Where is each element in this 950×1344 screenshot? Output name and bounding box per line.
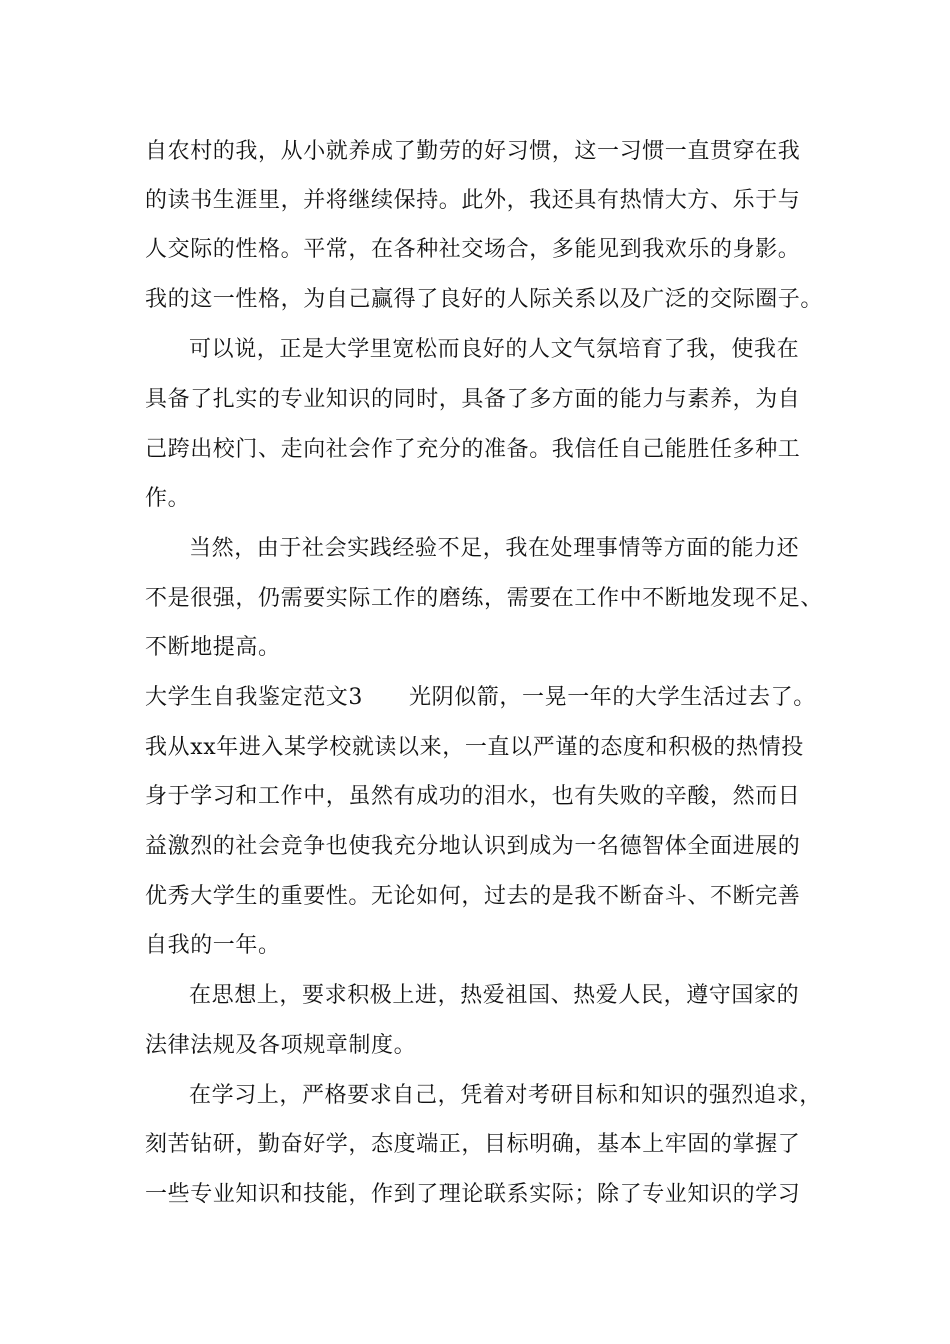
text-line: 自我的一年。 <box>145 933 281 958</box>
text-line: 己跨出校门、走向社会作了充分的准备。我信任自己能胜任多种工 <box>145 437 801 462</box>
text-line: 刻苦钻研，勤奋好学，态度端正，目标明确，基本上牢固的掌握了 <box>145 1132 801 1157</box>
text-line: 作。 <box>145 486 191 511</box>
text-line: 我的这一性格，为自己赢得了良好的人际关系以及广泛的交际圈子。 <box>145 287 824 312</box>
section-heading: 大学生自我鉴定范文3 <box>145 685 363 710</box>
text-line: 具备了扎实的专业知识的同时，具备了多方面的能力与素养，为自 <box>145 387 801 412</box>
text-line: 自农村的我，从小就养成了勤劳的好习惯，这一习惯一直贯穿在我 <box>145 139 801 164</box>
text-line: 不断地提高。 <box>145 635 281 660</box>
text-line: 人交际的性格。平常，在各种社交场合，多能见到我欢乐的身影。 <box>145 237 801 262</box>
text-line: 优秀大学生的重要性。无论如何，过去的是我不断奋斗、不断完善 <box>145 884 801 909</box>
text-line: 益激烈的社会竞争也使我充分地认识到成为一名德智体全面进展的 <box>145 834 801 859</box>
section-heading-line <box>145 683 845 713</box>
text-line: 在学习上，严格要求自己，凭着对考研目标和知识的强烈追求， <box>189 1083 822 1108</box>
text-line: 光阴似箭，一晃一年的大学生活过去了。 <box>409 685 816 710</box>
text-line: 不是很强，仍需要实际工作的磨练，需要在工作中不断地发现不足、 <box>145 586 824 611</box>
text-line: 一些专业知识和技能，作到了理论联系实际；除了专业知识的学习 <box>145 1182 801 1207</box>
text-line: 我从xx年进入某学校就读以来，一直以严谨的态度和积极的热情投 <box>145 735 804 760</box>
text-line: 法律法规及各项规章制度。 <box>145 1033 417 1058</box>
text-line: 当然，由于社会实践经验不足，我在处理事情等方面的能力还 <box>189 536 800 561</box>
text-line: 身于学习和工作中，虽然有成功的泪水，也有失败的辛酸，然而日 <box>145 784 801 809</box>
text-line: 在思想上，要求积极上进，热爱祖国、热爱人民，遵守国家的 <box>189 983 800 1008</box>
text-line: 可以说，正是大学里宽松而良好的人文气氛培育了我，使我在 <box>189 337 800 362</box>
text-line: 的读书生涯里，并将继续保持。此外，我还具有热情大方、乐于与 <box>145 188 801 213</box>
